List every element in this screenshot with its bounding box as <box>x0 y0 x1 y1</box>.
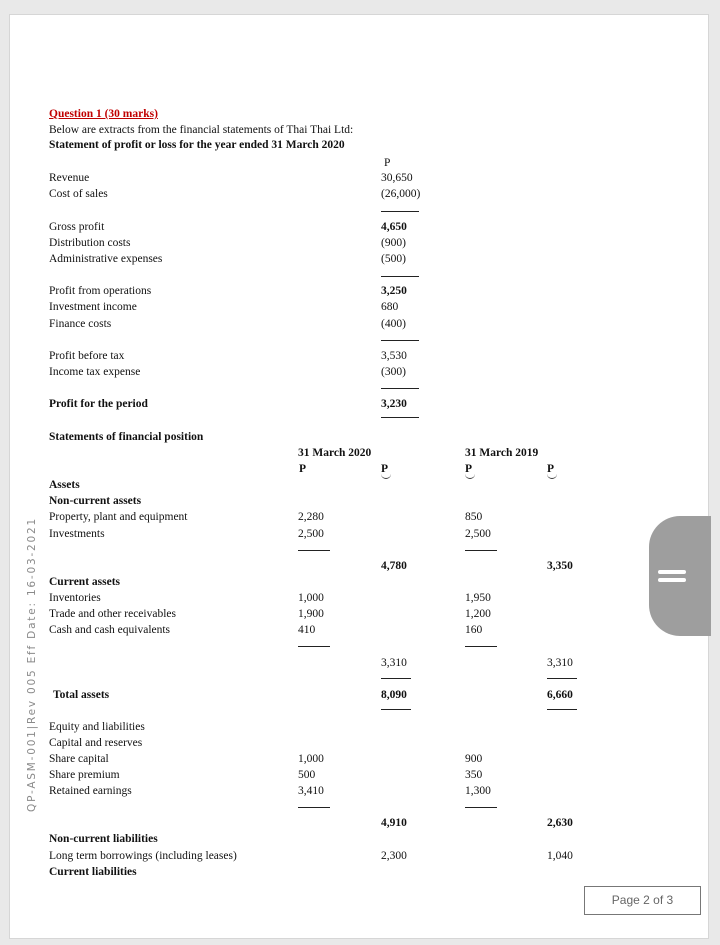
handle-grip-icon <box>658 578 686 582</box>
pl-value: 3,230 <box>381 398 407 410</box>
rule <box>298 550 330 551</box>
sfp-total: 4,910 <box>381 817 407 829</box>
sfp-total: 4,780 <box>381 560 407 572</box>
section-equity-liabilities: Equity and liabilities <box>49 721 145 733</box>
question-title: Question 1 (30 marks) <box>49 108 158 120</box>
currency-2020-detail: P <box>299 463 307 475</box>
pl-value: 30,650 <box>381 172 413 184</box>
pl-value: (900) <box>381 237 406 249</box>
sfp-label: Share capital <box>49 753 109 765</box>
rule <box>381 388 419 389</box>
sfp-value: 2,500 <box>298 528 324 540</box>
sfp-value: 410 <box>298 624 316 636</box>
page-indicator: Page 2 of 3 <box>584 886 701 915</box>
rule <box>381 709 411 710</box>
rule <box>465 807 497 808</box>
rule <box>381 678 411 679</box>
pl-label: Profit before tax <box>49 350 125 362</box>
sfp-label: Investments <box>49 528 105 540</box>
pl-currency: P <box>384 157 391 169</box>
section-ncl: Non-current liabilities <box>49 833 158 845</box>
pl-label: Income tax expense <box>49 366 141 378</box>
pl-value: (300) <box>381 366 406 378</box>
rule <box>381 417 419 418</box>
section-capital-reserves: Capital and reserves <box>49 737 143 749</box>
section-assets: Assets <box>49 479 80 491</box>
rule <box>298 807 330 808</box>
sfp-label: Share premium <box>49 769 120 781</box>
side-panel-handle[interactable] <box>649 516 711 636</box>
pl-value: 3,530 <box>381 350 407 362</box>
pl-label: Profit for the period <box>49 398 148 410</box>
currency-2019-detail: P <box>465 463 473 475</box>
pl-label: Administrative expenses <box>49 253 163 265</box>
section-nca: Non-current assets <box>49 495 142 507</box>
rule <box>381 340 419 341</box>
sfp-label: Property, plant and equipment <box>49 511 188 523</box>
pl-value: (400) <box>381 318 406 330</box>
sfp-value: 1,040 <box>547 850 573 862</box>
sfp-total: 8,090 <box>381 689 407 701</box>
rule <box>547 709 577 710</box>
total-assets-label: Total assets <box>53 689 110 701</box>
handle-grip-icon <box>658 570 686 574</box>
intro-text: Below are extracts from the financial statements of Thai Thai Ltd: <box>49 124 354 136</box>
sfp-value: 2,500 <box>465 528 491 540</box>
pl-title: Statement of profit or loss for the year ended 31 March 2020 <box>49 139 345 151</box>
pl-label: Distribution costs <box>49 237 131 249</box>
section-cl: Current liabilities <box>49 866 137 878</box>
pl-value: 680 <box>381 301 399 313</box>
sfp-total: 3,310 <box>381 657 407 669</box>
sfp-value: 1,300 <box>465 785 491 797</box>
sfp-value: 1,900 <box>298 608 324 620</box>
sfp-value: 850 <box>465 511 483 523</box>
sfp-label: Trade and other receivables <box>49 608 176 620</box>
sfp-title: Statements of financial position <box>49 431 204 443</box>
sfp-value: 160 <box>465 624 483 636</box>
sfp-label: Long term borrowings (including leases) <box>49 850 237 862</box>
currency-2020-total: P <box>381 463 389 475</box>
rule <box>465 550 497 551</box>
rule <box>298 646 330 647</box>
pl-label: Gross profit <box>49 221 105 233</box>
sfp-value: 350 <box>465 769 483 781</box>
sfp-label: Retained earnings <box>49 785 132 797</box>
rule <box>547 678 577 679</box>
sfp-total: 3,310 <box>547 657 573 669</box>
rule <box>381 276 419 277</box>
sfp-total: 2,630 <box>547 817 573 829</box>
sfp-total: 6,660 <box>547 689 573 701</box>
pl-label: Cost of sales <box>49 188 108 200</box>
pl-value: 3,250 <box>381 285 407 297</box>
sfp-value: 3,410 <box>298 785 324 797</box>
pl-value: (500) <box>381 253 406 265</box>
pl-label: Revenue <box>49 172 90 184</box>
sfp-value: 1,950 <box>465 592 491 604</box>
sfp-value: 900 <box>465 753 483 765</box>
sfp-label: Inventories <box>49 592 101 604</box>
pl-label: Investment income <box>49 301 137 313</box>
sfp-label: Cash and cash equivalents <box>49 624 171 636</box>
sfp-value: 2,300 <box>381 850 407 862</box>
rule <box>381 211 419 212</box>
sfp-value: 500 <box>298 769 316 781</box>
section-ca: Current assets <box>49 576 121 588</box>
document-control-text: QP-ASM-001|Rev 005 Eff Date: 16-03-2021 <box>26 517 38 812</box>
pl-value: (26,000) <box>381 188 421 200</box>
currency-2019-total: P <box>547 463 555 475</box>
sfp-value: 1,000 <box>298 753 324 765</box>
sfp-value: 2,280 <box>298 511 324 523</box>
pl-value: 4,650 <box>381 221 407 233</box>
pl-label: Finance costs <box>49 318 112 330</box>
document-page <box>9 14 709 939</box>
sfp-value: 1,200 <box>465 608 491 620</box>
col-header-2019: 31 March 2019 <box>465 447 539 459</box>
rule <box>465 646 497 647</box>
sfp-total: 3,350 <box>547 560 573 572</box>
col-header-2020: 31 March 2020 <box>298 447 372 459</box>
sfp-value: 1,000 <box>298 592 324 604</box>
pl-label: Profit from operations <box>49 285 152 297</box>
